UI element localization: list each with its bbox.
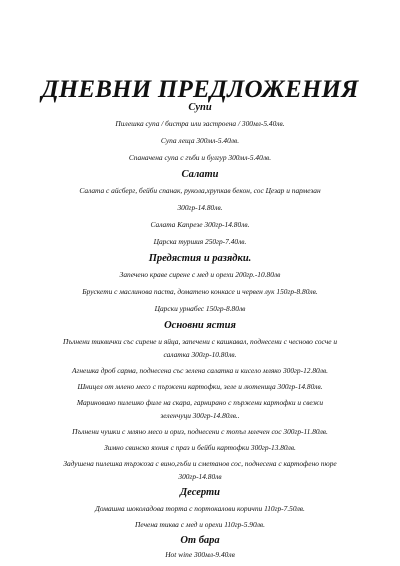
menu-item: Домашна шоколадова торта с портокалови коричпи 110гр-7.50лв. bbox=[95, 504, 305, 513]
menu-item: Пълнени чушки с мляно месо и ориз, поднесени с топъл млечен сос 300гр-11.80лв. bbox=[72, 427, 328, 436]
menu-item: Царска туршия 250гр-7.40лв. bbox=[153, 237, 247, 246]
menu-item: Печена тиква с мед и орехи 110гр-5.90лв. bbox=[135, 520, 265, 529]
menu-item: Спаначена супа с гъби и булгур 300мл-5.40лв. bbox=[128, 153, 272, 162]
menu-item: Пилешка супа / бистра или застроена / 300мл-5.40лв. bbox=[115, 119, 285, 128]
section-heading-salads: Салати bbox=[181, 169, 219, 180]
menu-item: Задушена пилешка тържоза с вино,гъби и сметанов сос, поднесена с картофено пюре bbox=[63, 459, 337, 468]
menu-item: Пълнени тиквички със сирене и яйца, запечени с кашкавал, поднесени с чесново сосче и bbox=[62, 337, 338, 346]
menu-item: 300гр-14.80лв bbox=[178, 472, 222, 481]
menu-item: Салата Капрезе 300гр-14.80лв. bbox=[150, 220, 250, 229]
menu-title: ДНЕВНИ ПРЕДЛОЖЕНИЯ bbox=[41, 76, 359, 103]
menu-item: Зимно свинско яхния с праз и бейби картофки 300гр-13.80лв. bbox=[104, 443, 296, 452]
section-heading-bar: От бара bbox=[180, 535, 220, 546]
menu-item: зеленчуци 300гр-14.80лв.. bbox=[160, 411, 240, 420]
menu-item: Агнешка дроб сарма, поднесена със зелена салатка и кисело мляко 300гр-12.80лв. bbox=[71, 366, 329, 375]
menu-item: Шницел от млено месо с пържени картофки, зеле и лютеница 300гр-14.80лв. bbox=[77, 382, 323, 391]
menu-item: Салата с айсберг, бейби спанак, рукола,хрупкав бекон, сос Цезар и пармезан bbox=[79, 186, 321, 195]
menu-item: Мариновано пилешко филе на скара, гарнирано с пържени картофки и свежи bbox=[76, 398, 324, 407]
menu-item: Брускети с маслинова паста, доматено конкасе и червен лук 150гр-8.80лв. bbox=[82, 287, 318, 296]
section-heading-main-courses: Основни ястия bbox=[164, 320, 236, 331]
menu-item: Hot wine 300мл-9.40лв bbox=[165, 550, 235, 559]
section-heading-desserts: Десерти bbox=[180, 487, 220, 498]
menu-item: Запечено краве сирене с мед и орехи 200гр.-10.80лв bbox=[119, 270, 281, 279]
menu-item: салатка 300гр-10.80лв. bbox=[163, 350, 237, 359]
menu-item: 300гр-14.80лв. bbox=[177, 203, 223, 212]
section-heading-soups: Супи bbox=[188, 102, 212, 113]
menu-item: Царски урнабес 150гр-8.80лв bbox=[154, 304, 246, 313]
menu-item: Супа леща 300мл-5.40лв. bbox=[160, 136, 240, 145]
section-heading-starters: Предястия и разядки. bbox=[148, 253, 252, 264]
